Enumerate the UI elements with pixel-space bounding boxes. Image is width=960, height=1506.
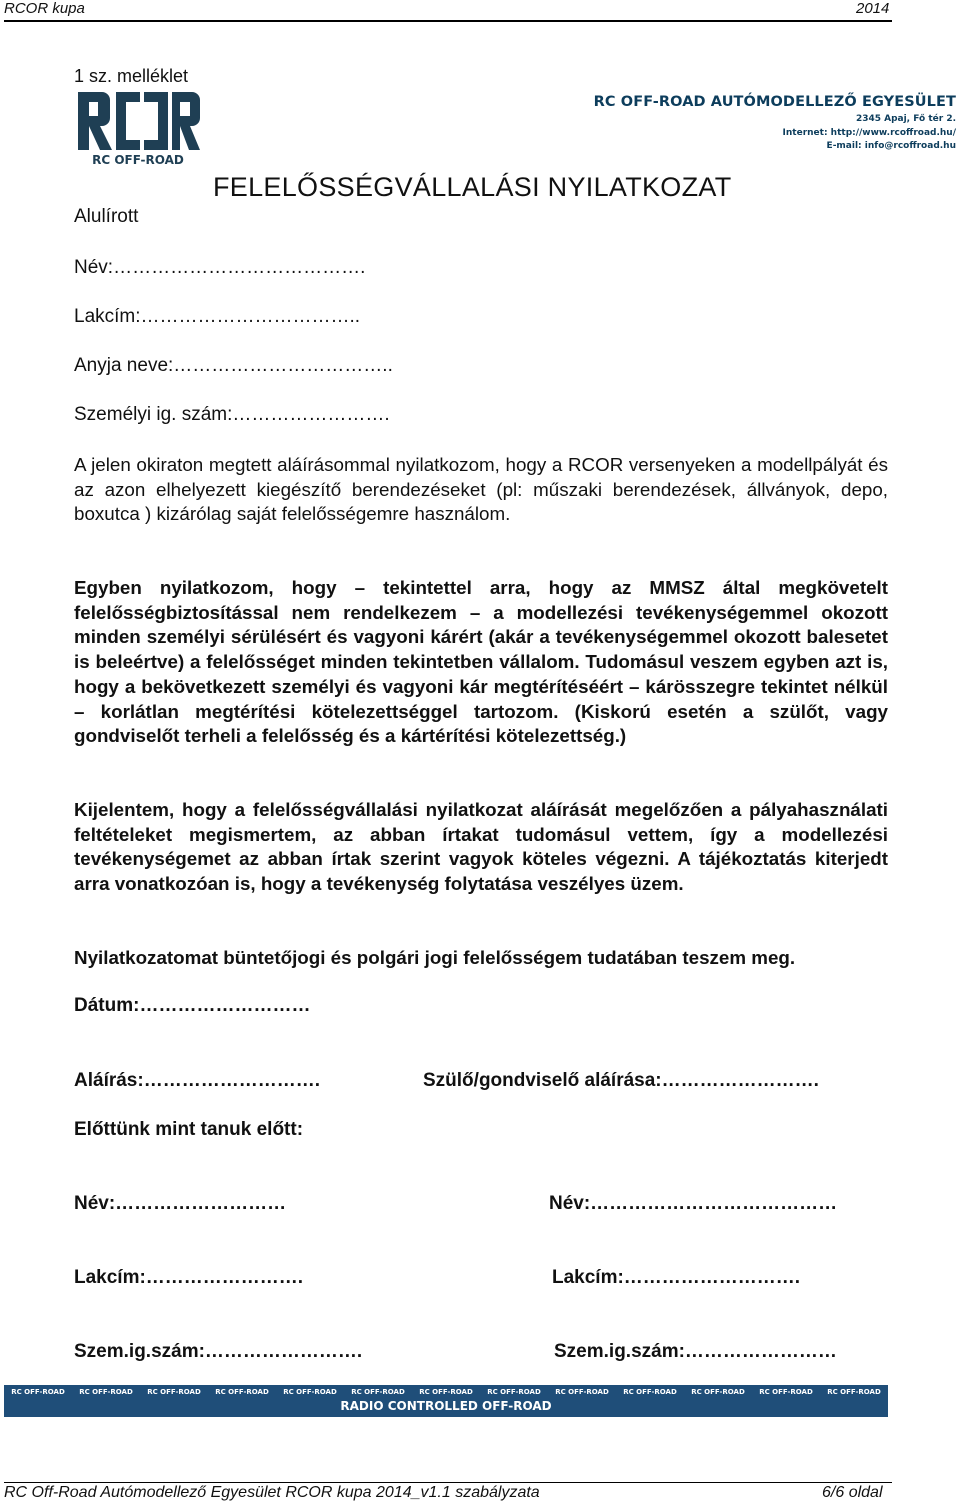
banner-repeat-row	[4, 1388, 888, 1396]
banner-label: RC OFF-ROAD	[147, 1388, 201, 1396]
paragraph-awareness: Nyilatkozatomat büntetőjogi és polgári jogi felelősségem tudatában teszem meg.	[74, 947, 796, 968]
rcor-logo	[76, 92, 200, 166]
document-title: FELELŐSSÉGVÁLLALÁSI NYILATKOZAT	[213, 172, 732, 202]
header-year: 2014	[856, 0, 890, 17]
id-number-field[interactable]: Személyi ig. szám:…………………….	[74, 404, 390, 425]
undersigned-label: Alulírott	[74, 206, 139, 227]
banner-label: RC OFF-ROAD	[691, 1388, 745, 1396]
mother-name-field[interactable]: Anyja neve:……………………………..	[74, 355, 393, 376]
paragraph-usage: A jelen okiraton megtett aláírásommal nyilatkozom, hogy a RCOR versenyeken a modellpályát és az azon elhelyezett kiegészítő berendezéseket (pl: műszaki berendezések, állványok, depo, boxutca ) kizárólag saját felelősségemre használom.	[74, 454, 888, 525]
banner-label: RC OFF-ROAD	[419, 1388, 473, 1396]
footer-rule	[4, 1482, 892, 1483]
guardian-signature-field[interactable]: Szülő/gondviselő aláírása:…………………….	[423, 1070, 819, 1091]
witness2-name-field[interactable]: Név:…………………………………	[549, 1193, 838, 1214]
witness1-id-field[interactable]: Szem.ig.szám:…………………….	[74, 1341, 363, 1362]
banner-label: RC OFF-ROAD	[487, 1388, 541, 1396]
banner-label: RC OFF-ROAD	[11, 1388, 65, 1396]
witness-heading: Előttünk mint tanuk előtt:	[74, 1119, 304, 1140]
paragraph-liability: Egyben nyilatkozom, hogy – tekintettel arra, hogy az MMSZ által megkövetelt felelősségbiztosítással nem rendelkezem – a modellezési tevékenységemmel okozott minden személyi sérülésért és vagyoni kárért (akár a tevékenységemmel okozott balesetet is beleértve) a felelősséget minden tekintetben vállalom. Tudomásul veszem egyben azt is, hogy a bekövetkezett személyi és vagyoni kár megtérítéséért – kárösszegre tekintet nélkül – korlátlan megtérítési kötelezettséggel tartozom. (Kiskorú esetén a szülőt, vagy gondviselőt terheli a felelősség és a kártérítési kötelezettség.)	[74, 577, 888, 747]
banner-label: RC OFF-ROAD	[759, 1388, 813, 1396]
banner-label: RC OFF-ROAD	[827, 1388, 881, 1396]
banner-title: RADIO CONTROLLED OFF-ROAD	[340, 1399, 552, 1413]
rcor-logo-icon	[76, 92, 200, 166]
name-field[interactable]: Név:………………………………….	[74, 257, 366, 278]
banner-label: RC OFF-ROAD	[351, 1388, 405, 1396]
date-field[interactable]: Dátum:………………………	[74, 995, 311, 1016]
org-email: E-mail: info@rcoffroad.hu	[826, 141, 956, 151]
witness1-address-field[interactable]: Lakcím:…………………….	[74, 1267, 304, 1288]
signature-field[interactable]: Aláírás:……………………….	[74, 1070, 320, 1091]
address-field[interactable]: Lakcím:……………………………..	[74, 306, 361, 327]
banner-label: RC OFF-ROAD	[555, 1388, 609, 1396]
header-left: RCOR kupa	[4, 0, 85, 17]
footer-page-number: 6/6 oldal	[822, 1484, 883, 1501]
witness2-address-field[interactable]: Lakcím:……………………….	[552, 1267, 801, 1288]
annex-label: 1 sz. melléklet	[74, 66, 189, 86]
organisation-block	[542, 94, 956, 154]
footer-left: RC Off-Road Autómodellező Egyesület RCOR kupa 2014_v1.1 szabályzata	[4, 1484, 540, 1501]
banner-label: RC OFF-ROAD	[79, 1388, 133, 1396]
witness1-name-field[interactable]: Név:………………………	[74, 1193, 287, 1214]
footer-banner	[4, 1385, 888, 1417]
header-rule	[4, 20, 892, 22]
paragraph-declaration: Kijelentem, hogy a felelősségvállalási nyilatkozat aláírását megelőzően a pályahasználati feltételeket megismertem, az abban írtakat tudomásul vettem, így a modellezési tevékenységemet az abban írtak szerint vagyok köteles végezni. A tájékoztatás kiterjedt arra vonatkozóan is, hogy a tevékenység folytatása veszélyes üzem.	[74, 799, 888, 895]
witness2-id-field[interactable]: Szem.ig.szám:……………………	[554, 1341, 837, 1362]
banner-label: RC OFF-ROAD	[215, 1388, 269, 1396]
org-internet: Internet: http://www.rcoffroad.hu/	[782, 127, 956, 138]
banner-label: RC OFF-ROAD	[283, 1388, 337, 1396]
banner-label: RC OFF-ROAD	[623, 1388, 677, 1396]
org-name: RC OFF-ROAD AUTÓMODELLEZŐ EGYESÜLET	[593, 94, 956, 110]
org-address: 2345 Apaj, Fő tér 2.	[855, 114, 956, 124]
logo-tagline: RC OFF-ROAD	[92, 153, 184, 166]
